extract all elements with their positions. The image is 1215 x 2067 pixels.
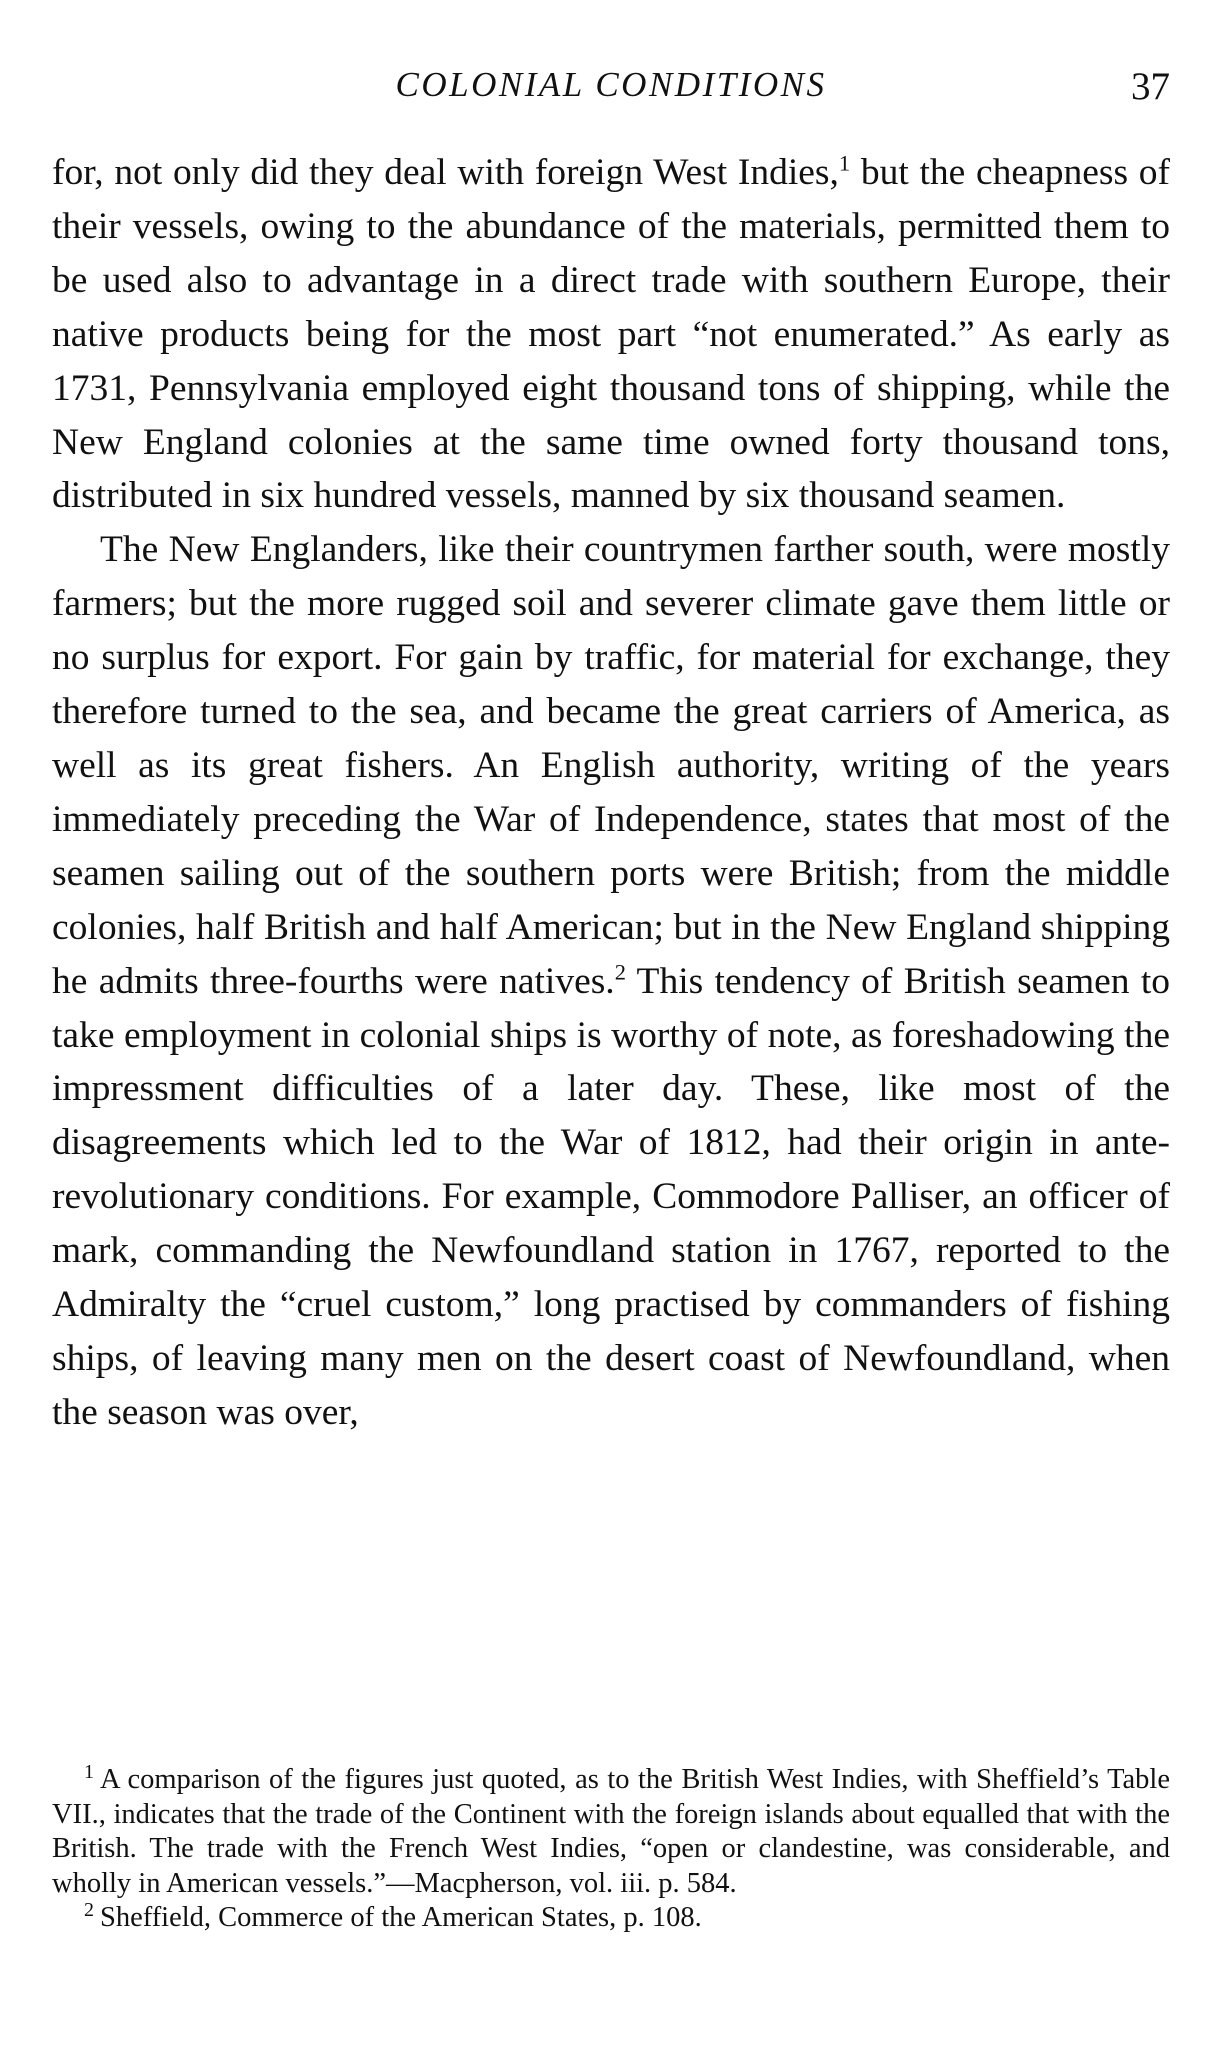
paragraph-text: This tendency of British seamen to take employment in colonial ships is worthy of note, as foreshadowing the impressment difficulties of a later day. These, like most of the disagreements which led to the War of 1812, had their origin in ante-revolutionary conditions. For example, Commodore Palliser, an officer of mark, commanding the Newfoundland station in 1767, reported to the Admiralty the “cruel custom,” long practised by commanders of fishing ships, of leaving many men on the desert coast of Newfoundland, when the season was over, [52, 960, 1170, 1433]
footnote-marker: 1 [84, 1760, 94, 1783]
chapter-running-title: COLONIAL CONDITIONS [395, 65, 827, 104]
body-text [52, 146, 1170, 1440]
footnotes [52, 1760, 1170, 1936]
footnote-text: Sheffield, Commerce of the American States, p. 108. [99, 1902, 702, 1933]
footnote [52, 1898, 1170, 1936]
running-header [52, 58, 1170, 112]
paragraph [52, 146, 1170, 523]
paragraph-text: but the cheapness of their vessels, owing to the abundance of the materials, permitted them to be used also to advantage in a direct trade with southern Europe, their native products being for the most part “not enumerated.” As early as 1731, Pennsylvania employed eight thousand tons of shipping, while the New England colonies at the same time owned forty thousand tons, distributed in six hundred vessels, manned by six thousand seamen. [52, 152, 1170, 517]
footnote [52, 1760, 1170, 1901]
page-number: 37 [1131, 65, 1170, 108]
footnote-marker: 2 [84, 1898, 94, 1921]
paragraph-text: The New Englanders, like their countrymen farther south, were mostly farmers; but the more rugged soil and severer climate gave them little or no surplus for export. For gain by traffic, for material for exchange, they therefore turned to the sea, and became the great carriers of America, as well as its great fishers. An English authority, writing of the years immediately preceding the War of Independence, states that most of the seamen sailing out of the southern ports were British; from the middle colonies, half British and half American; but in the New England shipping he admits three-fourths were natives. [52, 529, 1170, 1002]
footnote-reference: 1 [838, 150, 851, 176]
paragraph [52, 523, 1170, 1439]
footnote-text: A comparison of the figures just quoted, as to the British West Indies, with Sheffield’s Table VII., indicates that the trade of the Continent with the foreign islands about equalled that with the British. The trade with the French West Indies, “open or clandestine, was considerable, and wholly in American vessels.”—Macpherson, vol. iii. p. 584. [52, 1764, 1170, 1899]
footnote-reference: 2 [614, 959, 626, 985]
paragraph-text: for, not only did they deal with foreign West Indies, [52, 152, 839, 193]
